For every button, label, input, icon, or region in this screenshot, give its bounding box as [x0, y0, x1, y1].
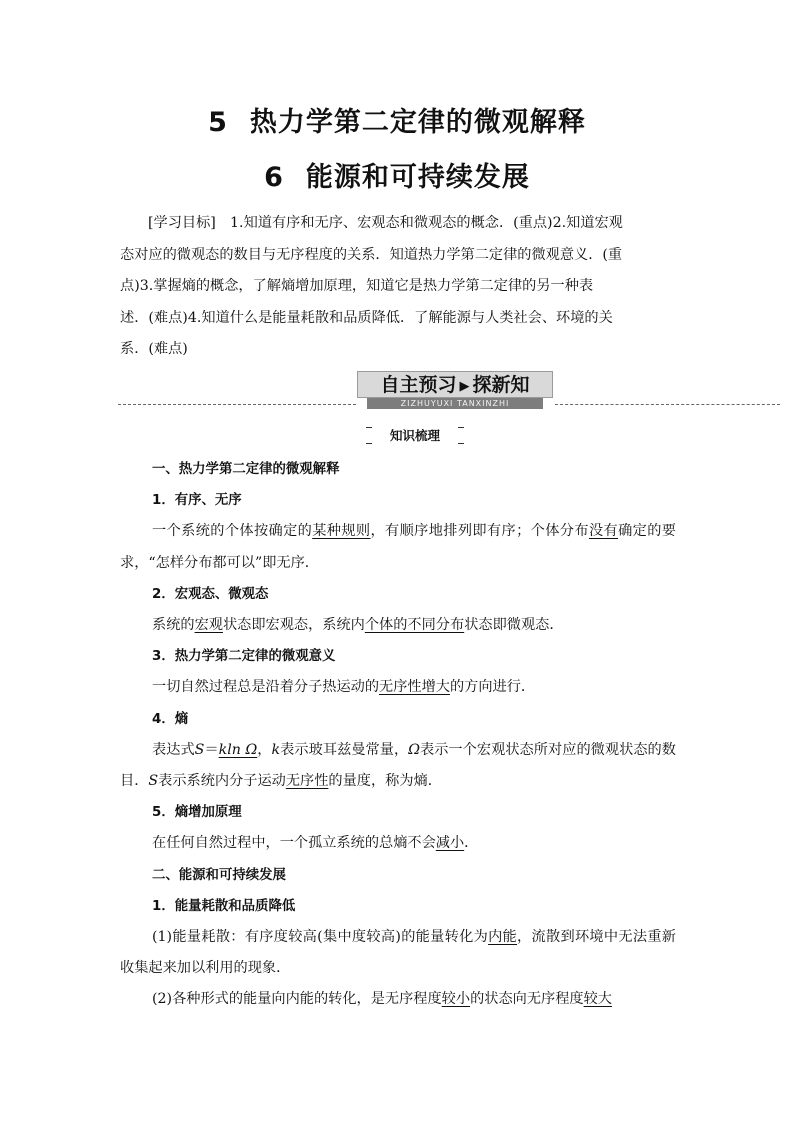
section-heading-2: 二、能源和可持续发展 [152, 867, 286, 883]
paragraph [120, 610, 676, 641]
lesson-title-5-text: 热力学第二定律的微观解释 [249, 107, 586, 138]
text-run: (2)各种形式的能量向内能的转化，是无序程度 [152, 991, 442, 1008]
label-bar-left [366, 427, 372, 444]
subsection-title: 1．能量耗散和品质降低 [152, 898, 296, 914]
underlined-answer: 宏观 [194, 617, 223, 634]
subsection-title: 1．有序、无序 [152, 493, 242, 509]
text-run: 一切自然过程总是沿着分子热运动的 [152, 679, 380, 696]
paragraph [120, 828, 676, 859]
underlined-formula: kln Ω [218, 741, 258, 758]
objectives-line: 点)3.掌握熵的概念，了解熵增加原理，知道它是热力学第二定律的另一种表 [120, 278, 594, 294]
text-run: 状态即宏观态，系统内 [222, 617, 365, 634]
lesson-number-6: 6 [264, 162, 284, 193]
text-run: 状态即微观态． [464, 617, 564, 634]
section-divider-right [555, 404, 780, 405]
text-run: 表示玻耳兹曼常量， [280, 741, 409, 758]
symbol-k: k [271, 741, 281, 758]
paragraph [120, 516, 676, 578]
symbol-omega: Ω [408, 741, 420, 758]
text-run: 系统的 [152, 617, 195, 634]
paragraph [120, 984, 676, 1015]
banner-left-text: 自主预习 [380, 374, 457, 396]
underlined-answer: 无序性增大 [379, 679, 450, 696]
subsection-title: 2．宏观态、微观态 [152, 586, 269, 602]
main-content [120, 454, 676, 1016]
objectives-label: [学习目标] [148, 215, 216, 231]
text-run: ，流散到环境中无法重新收集起来加以利用的现象． [120, 929, 676, 977]
text-run: (1)能量耗散：有序度较高(集中度较高)的能量转化为 [152, 929, 489, 946]
objectives-line: 态对应的微观态的数目与无序程度的关系．知道热力学第二定律的微观意义．(重 [120, 246, 623, 263]
label-bar-right [458, 427, 464, 444]
underlined-answer: 无序性 [285, 773, 329, 790]
knowledge-label: 知识梳理 [389, 428, 440, 443]
symbol-S: S [148, 773, 159, 790]
underlined-answer: 某种规则 [312, 523, 371, 540]
paragraph [120, 735, 676, 797]
text-run: ． [464, 835, 479, 852]
lesson-number-5: 5 [208, 107, 228, 138]
knowledge-label-box [366, 427, 464, 444]
subsection-title: 4．熵 [152, 711, 189, 727]
underlined-answer: 较大 [583, 991, 612, 1008]
lesson-title-6-text: 能源和可持续发展 [305, 162, 530, 193]
symbol-S: S [194, 741, 205, 758]
text-run: 表达式 [152, 741, 195, 758]
text-run: 在任何自然过程中，一个孤立系统的总熵不会 [152, 835, 436, 852]
banner-title [357, 371, 553, 398]
underlined-answer: 没有 [588, 523, 619, 540]
objectives-text: 1.知道有序和无序、宏观态和微观态的概念．(重点)2.知道宏观 [230, 215, 623, 231]
text-run: ＝ [204, 741, 219, 758]
banner-arrow-icon: ▶ [459, 379, 470, 394]
section-divider-left [118, 404, 356, 405]
objectives-line: 述．(难点)4.知道什么是能量耗散和品质降低．了解能源与人类社会、环境的关 [120, 309, 613, 326]
subsection-title: 3．热力学第二定律的微观意义 [152, 649, 336, 665]
section-heading-1: 一、热力学第二定律的微观解释 [152, 462, 340, 477]
subsection-title: 5．熵增加原理 [152, 805, 242, 821]
text-run: 的方向进行． [449, 679, 536, 696]
banner-right-text: 探新知 [472, 374, 530, 396]
underlined-answer: 个体的不同分布 [364, 617, 465, 634]
section-banner [357, 371, 553, 409]
objectives-line: 系．(难点) [120, 341, 188, 357]
underlined-answer: 较小 [441, 991, 471, 1008]
paragraph [120, 672, 676, 703]
text-run: ，有顺序地排列即有序；个体分布 [370, 523, 589, 540]
underlined-answer: 内能 [488, 929, 518, 946]
objectives-line [120, 208, 676, 240]
text-run: 确定的要求，“怎样分布都可以”即无序． [120, 523, 676, 571]
lesson-title-6 [0, 155, 794, 194]
text-run: 表示系统内分子运动 [158, 773, 286, 790]
text-run: 的状态向无序程度 [470, 991, 584, 1008]
underlined-answer: 减小 [435, 835, 465, 852]
text-run: 表示一个宏观状态所对应的微观状态的数目． [120, 741, 676, 790]
banner-pinyin: ZIZHUYUXI TANXINZHI [367, 398, 543, 409]
text-run: ， [257, 741, 272, 758]
paragraph [120, 922, 676, 984]
text-run: 一个系统的个体按确定的 [152, 523, 313, 540]
lesson-title-5 [0, 100, 794, 139]
text-run: 的量度，称为熵． [328, 773, 442, 790]
learning-objectives [120, 208, 676, 366]
